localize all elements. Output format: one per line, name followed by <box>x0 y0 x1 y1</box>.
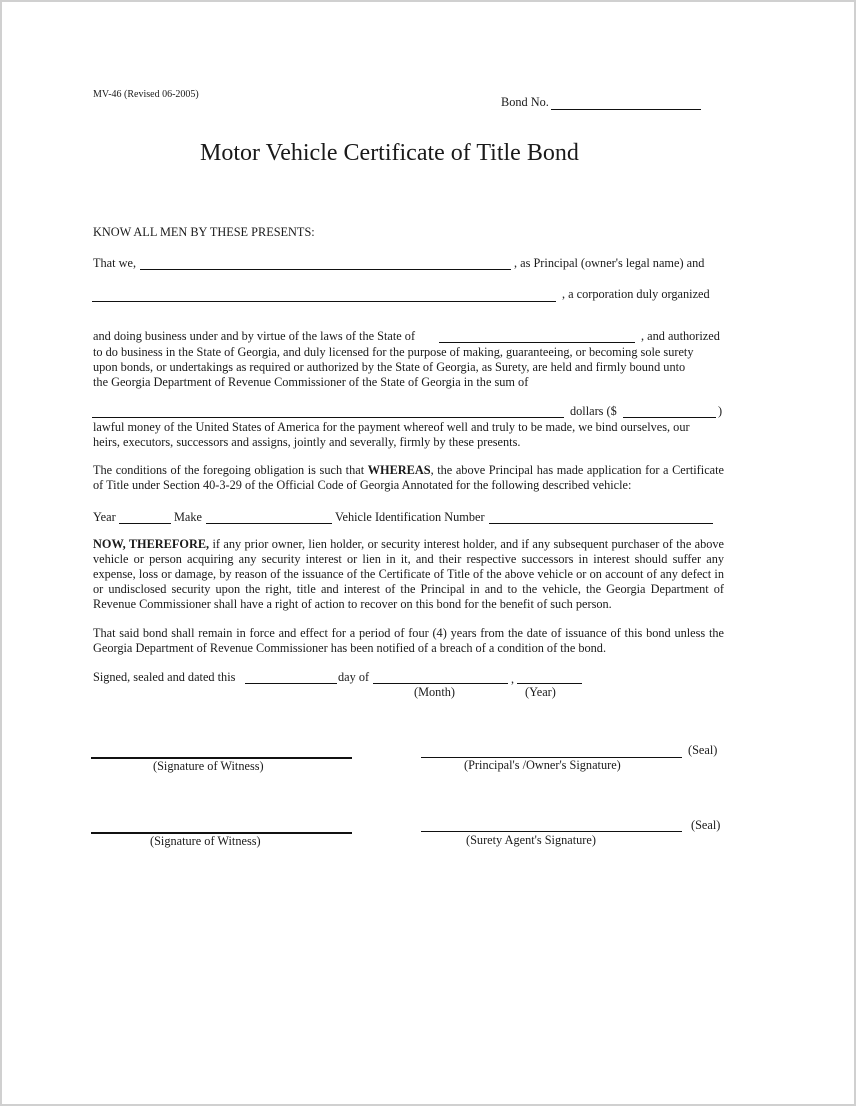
witness-caption-2: (Signature of Witness) <box>150 834 261 848</box>
surety-signature-caption: (Surety Agent's Signature) <box>466 833 596 847</box>
conditions-paragraph <box>93 463 724 493</box>
seal-label-1: (Seal) <box>688 743 718 757</box>
bond-number-field[interactable] <box>551 96 701 110</box>
seal-label-2: (Seal) <box>691 818 721 832</box>
month-caption: (Month) <box>414 685 455 699</box>
lawful-line-1: lawful money of the United States of America for the payment whereof well and truly to be made, we bind ourselves, our <box>93 420 690 434</box>
authorized-line-2: upon bonds, or undertakings as required or authorized by the State of Georgia, as Surety, are held and firmly bound unto <box>93 360 686 374</box>
principal-role-text: , as Principal (owner's legal name) and <box>514 256 705 270</box>
authorized-text: , and authorized <box>641 329 720 343</box>
month-field[interactable] <box>373 670 508 684</box>
now-therefore-text: if any prior owner, lien holder, or security interest holder, and if any subsequent purchaser of the above vehicle or person acquiring any security interest or lien in it, and their respective successors in interest should suffer any expense, loss or damage, by reason of the issuance of the Certificate of Title of the above vehicle or on account of any defect in or undisclosed security upon the right, title and interest of the Principal in and to the vehicle, the Georgia Department of Revenue Commissioner shall have a right of action to recover on this bond for the benefit of such person. <box>93 537 725 611</box>
day-of-label: day of <box>338 670 370 684</box>
close-paren: ) <box>718 404 723 418</box>
year-caption: (Year) <box>525 685 556 699</box>
state-field[interactable] <box>439 329 635 343</box>
make-label: Make <box>174 510 202 524</box>
year-field[interactable] <box>119 510 171 524</box>
day-field[interactable] <box>245 670 337 684</box>
amount-words-field[interactable] <box>92 404 564 418</box>
principal-signature-caption: (Principal's /Owner's Signature) <box>464 758 621 772</box>
authorized-line-1: to do business in the State of Georgia, and duly licensed for the purpose of making, guaranteeing, or becoming sole surety <box>93 345 694 359</box>
signed-label: Signed, sealed and dated this <box>93 670 236 684</box>
now-therefore-keyword: NOW, THEREFORE, <box>93 537 210 551</box>
witness-signature-line-1[interactable] <box>91 744 352 759</box>
amount-number-field[interactable] <box>623 404 716 418</box>
state-line-text: and doing business under and by virtue of the laws of the State of <box>93 329 416 343</box>
make-field[interactable] <box>206 510 332 524</box>
that-we-label: That we, <box>93 256 137 270</box>
vin-label: Vehicle Identification Number <box>335 510 485 524</box>
whereas-keyword: WHEREAS <box>367 463 431 477</box>
year-signed-field[interactable] <box>517 670 582 684</box>
conditions-text-a: The conditions of the foregoing obligation is such that <box>93 463 368 477</box>
principal-name-field[interactable] <box>140 256 511 270</box>
lawful-line-2: heirs, executors, successors and assigns, jointly and severally, firmly by these presents. <box>93 435 521 449</box>
form-number: MV-46 (Revised 06-2005) <box>93 89 199 100</box>
surety-corporation-field[interactable] <box>92 288 556 302</box>
principal-signature-line[interactable] <box>421 744 682 758</box>
force-paragraph: That said bond shall remain in force and effect for a period of four (4) years from the date of issuance of this bond unless the Georgia Department of Revenue Commissioner has been notified of a breach of a condition of the bond. <box>93 626 724 655</box>
surety-signature-line[interactable] <box>421 818 682 832</box>
vin-field[interactable] <box>489 510 713 524</box>
document-title: Motor Vehicle Certificate of Title Bond <box>200 140 579 166</box>
authorized-line-3: the Georgia Department of Revenue Commissioner of the State of Georgia in the sum of <box>93 375 529 389</box>
date-comma: , <box>511 672 515 686</box>
corporation-text: , a corporation duly organized <box>562 287 710 301</box>
witness-signature-line-2[interactable] <box>91 819 352 834</box>
dollars-label: dollars ($ <box>570 404 617 418</box>
year-label: Year <box>93 510 116 524</box>
now-therefore-paragraph <box>93 537 724 612</box>
intro-heading: KNOW ALL MEN BY THESE PRESENTS: <box>93 225 315 239</box>
witness-caption-1: (Signature of Witness) <box>153 759 264 773</box>
conditions-text-b: , the above Principal has made application for a Certificate of Title under Section 40-3-29 of the Official Code of Georgia Annotated for the following described vehicle: <box>93 463 724 492</box>
bond-number-label: Bond No. <box>501 95 549 109</box>
